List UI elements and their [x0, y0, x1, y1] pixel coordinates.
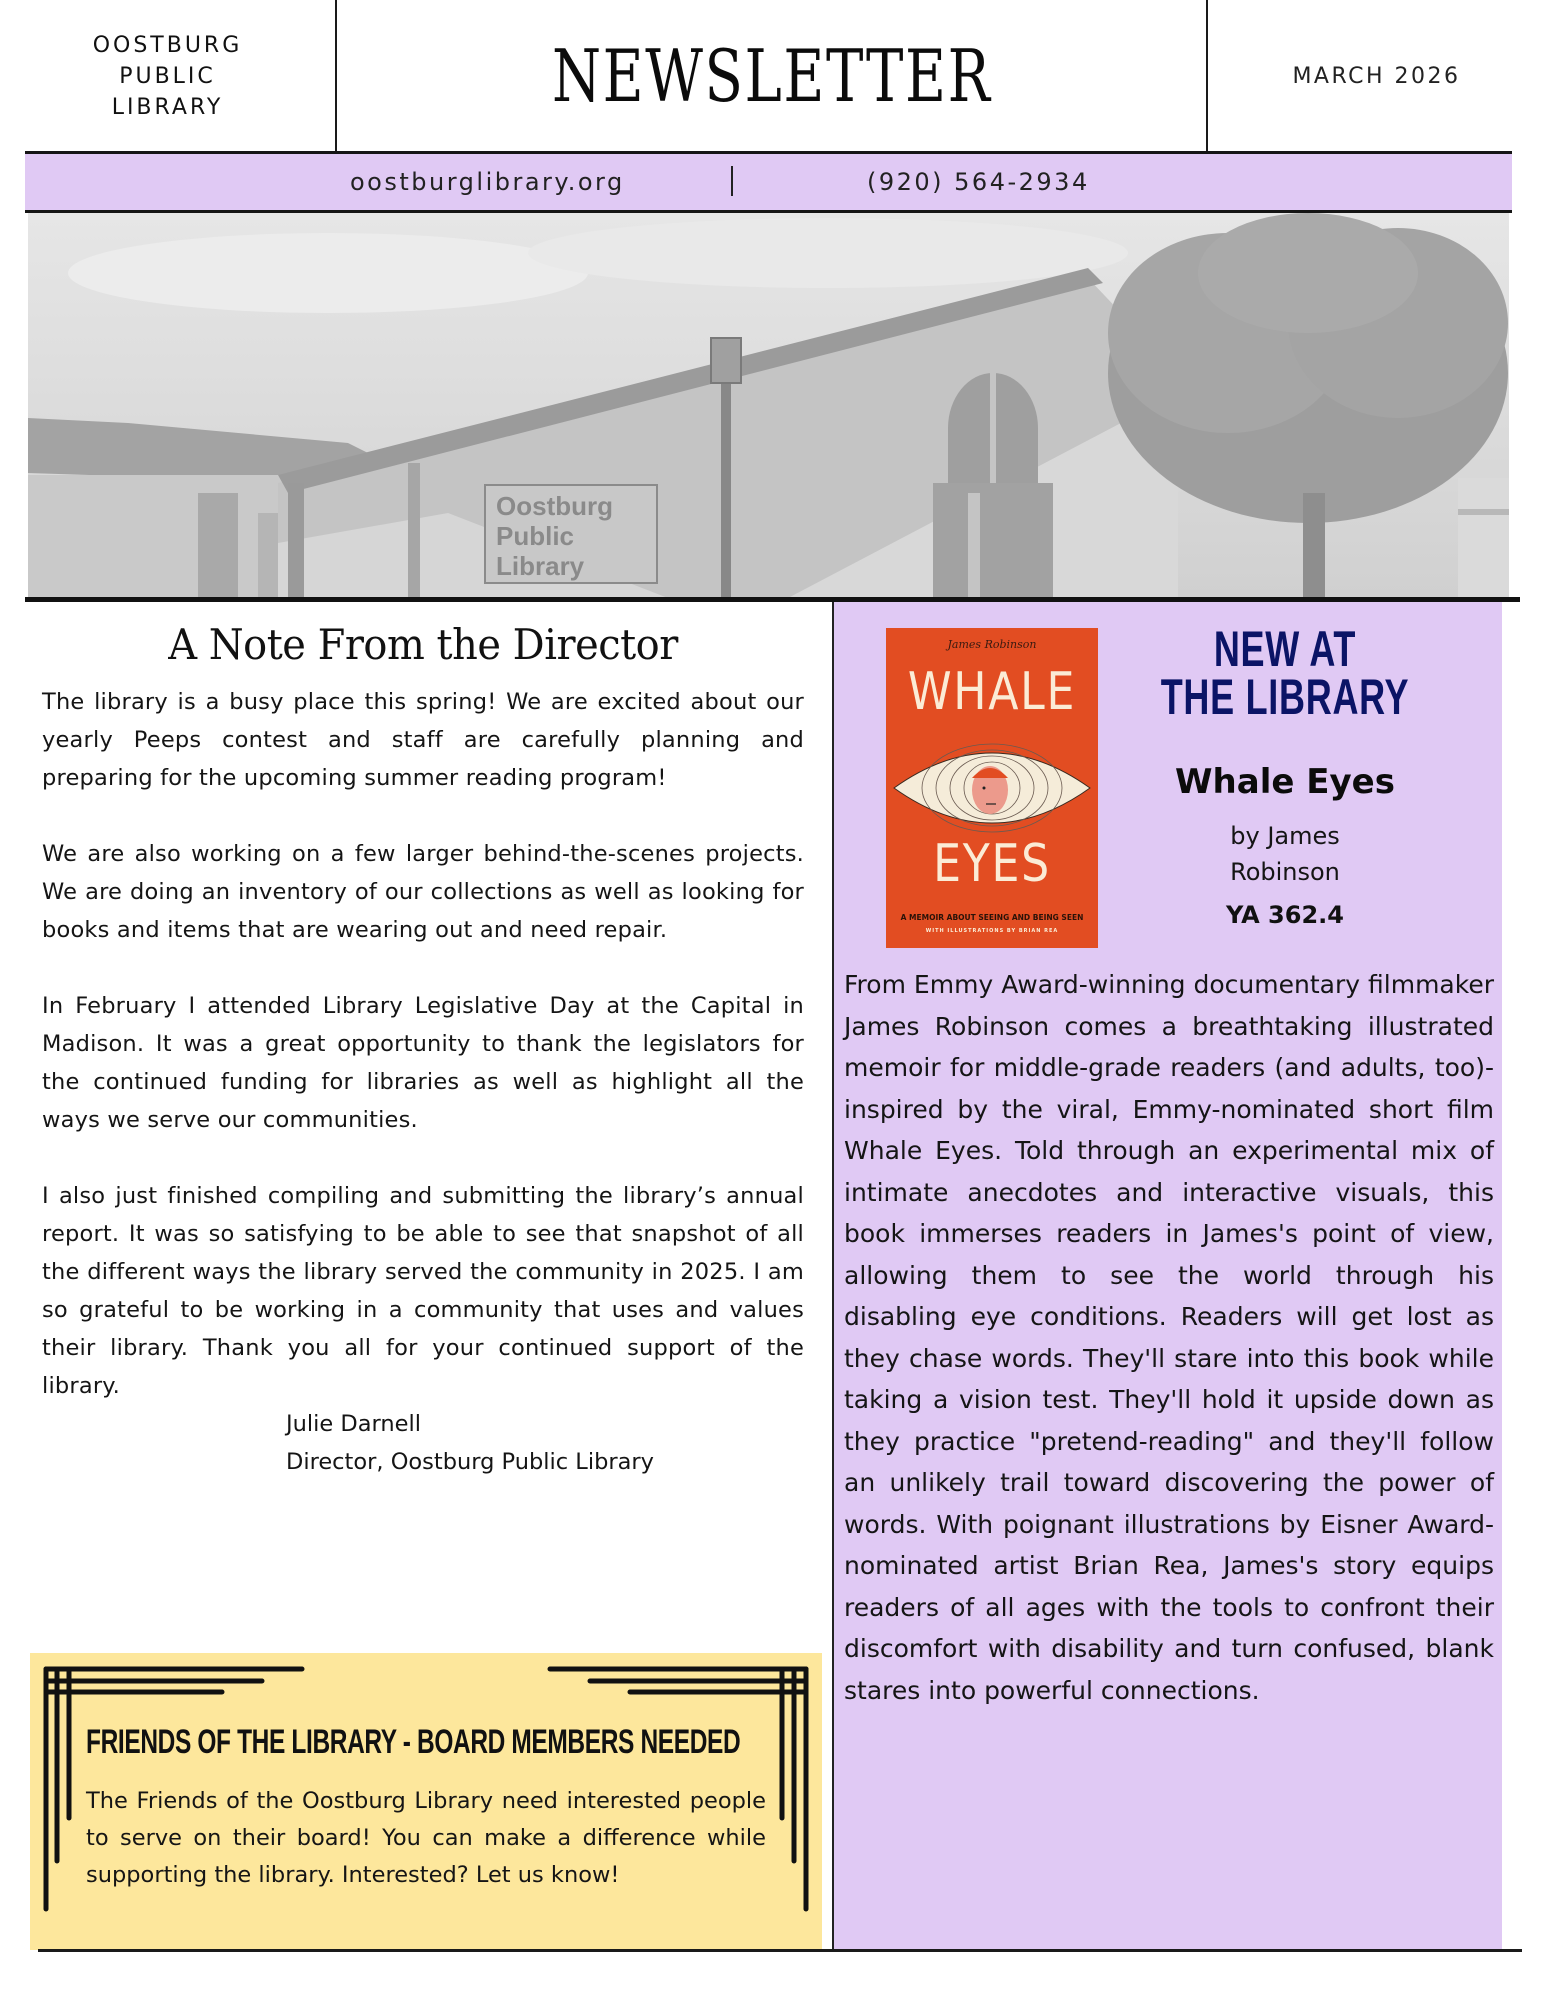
friends-heading: FRIENDS OF THE LIBRARY - BOARD MEMBERS NEEDED — [86, 1723, 741, 1761]
library-name-line: PUBLIC — [119, 63, 216, 89]
signature-name: Julie Darnell — [286, 1411, 421, 1437]
signature-title: Director, Oostburg Public Library — [286, 1449, 654, 1475]
library-building-photo — [28, 213, 1509, 598]
heading-line: THE LIBRARY — [1160, 669, 1410, 725]
contact-bar — [25, 151, 1512, 213]
friends-body: The Friends of the Oostburg Library need interested people to serve on their board! You can make a difference while supporting the library. Interested? Let us know! — [86, 1788, 766, 1888]
library-name — [0, 0, 337, 152]
call-number: YA 362.4 — [1226, 901, 1344, 929]
book-cover-image[interactable] — [886, 628, 1098, 948]
building-illustration — [28, 213, 1509, 598]
issue-date-cell — [1206, 0, 1545, 152]
cover-illustrator: WITH ILLUSTRATIONS BY BRIAN REA — [925, 928, 1059, 934]
contact-separator — [731, 166, 733, 196]
cover-title-bottom: EYES — [933, 834, 1051, 894]
book-title: Whale Eyes — [1175, 762, 1395, 802]
newsletter-title-cell — [337, 0, 1207, 152]
director-paragraph: In February I attended Library Legislative Day at the Capital in Madison. It was a great opportunity to thank the legislators for the continued funding for libraries as well as highlight all the ways we serve our communities. — [42, 993, 804, 1133]
director-paragraph: I also just finished compiling and submitting the library’s annual report. It was so satisfying to be able to see that snapshot of all the different ways the library served the community in 2025. I am so grateful to be working in a community that uses and values their library. Thank you all for your continued support of the library. — [42, 1183, 804, 1399]
director-paragraph: We are also working on a few larger behind-the-scenes projects. We are doing an inventory of our collections as well as looking for books and items that are wearing out and need repair. — [42, 841, 804, 943]
book-description: From Emmy Award-winning documentary filmmaker James Robinson comes a breathtaking illustrated memoir for middle-grade readers (and adults, too)-inspired by the viral, Emmy-nominated short film Whale Eyes. Told through an experimental mix of intimate anecdotes and interactive visuals, this book immerses readers in James's point of view, allowing them to see the world through his disabling eye conditions. Readers will get lost as they chase words. They'll stare into this book while taking a vision test. They'll hold it upside down as they practice "pretend-reading" and they'll follow an unlikely trail toward discovering the power of words. With poignant illustrations by Eisner Award-nominated artist Brian Rea, James's story equips readers of all ages with the tools to confront their discomfort with disability and turn confused, blank stares into powerful connections. — [844, 970, 1494, 1705]
library-name-line: LIBRARY — [111, 94, 224, 120]
cover-subtitle: A MEMOIR ABOUT SEEING AND BEING SEEN — [900, 913, 1084, 922]
book-author — [1110, 818, 1460, 890]
cover-author: James Robinson — [947, 638, 1037, 651]
director-note-heading: A Note From the Director — [168, 620, 678, 669]
svg-text:Public: Public — [496, 521, 575, 551]
signature — [42, 1405, 804, 1481]
library-name-line: OOSTBURG — [92, 32, 243, 58]
svg-text:Library: Library — [496, 551, 585, 581]
director-note — [42, 620, 804, 1481]
director-paragraph: The library is a busy place this spring! We are excited about our yearly Peeps contest and staff are carefully planning and preparing for the upcoming summer reading program! — [42, 689, 804, 791]
new-at-library-heading — [1159, 621, 1411, 725]
cover-title-top: WHALE — [907, 662, 1077, 722]
issue-date: MARCH 2026 — [1292, 63, 1461, 89]
eye-illustration-icon — [886, 728, 1098, 848]
svg-text:Oostburg: Oostburg — [496, 491, 613, 521]
footer-rule — [38, 1949, 1522, 1952]
masthead — [0, 0, 1545, 152]
phone-number: (920) 564-2934 — [867, 168, 1090, 196]
heading-line: NEW AT — [1213, 621, 1357, 677]
author-line: by James — [1230, 822, 1340, 850]
author-line: Robinson — [1230, 858, 1340, 886]
website-link[interactable]: oostburglibrary.org — [350, 168, 625, 196]
friends-of-library-callout — [30, 1653, 822, 1950]
newsletter-title: NEWSLETTER — [552, 34, 992, 118]
